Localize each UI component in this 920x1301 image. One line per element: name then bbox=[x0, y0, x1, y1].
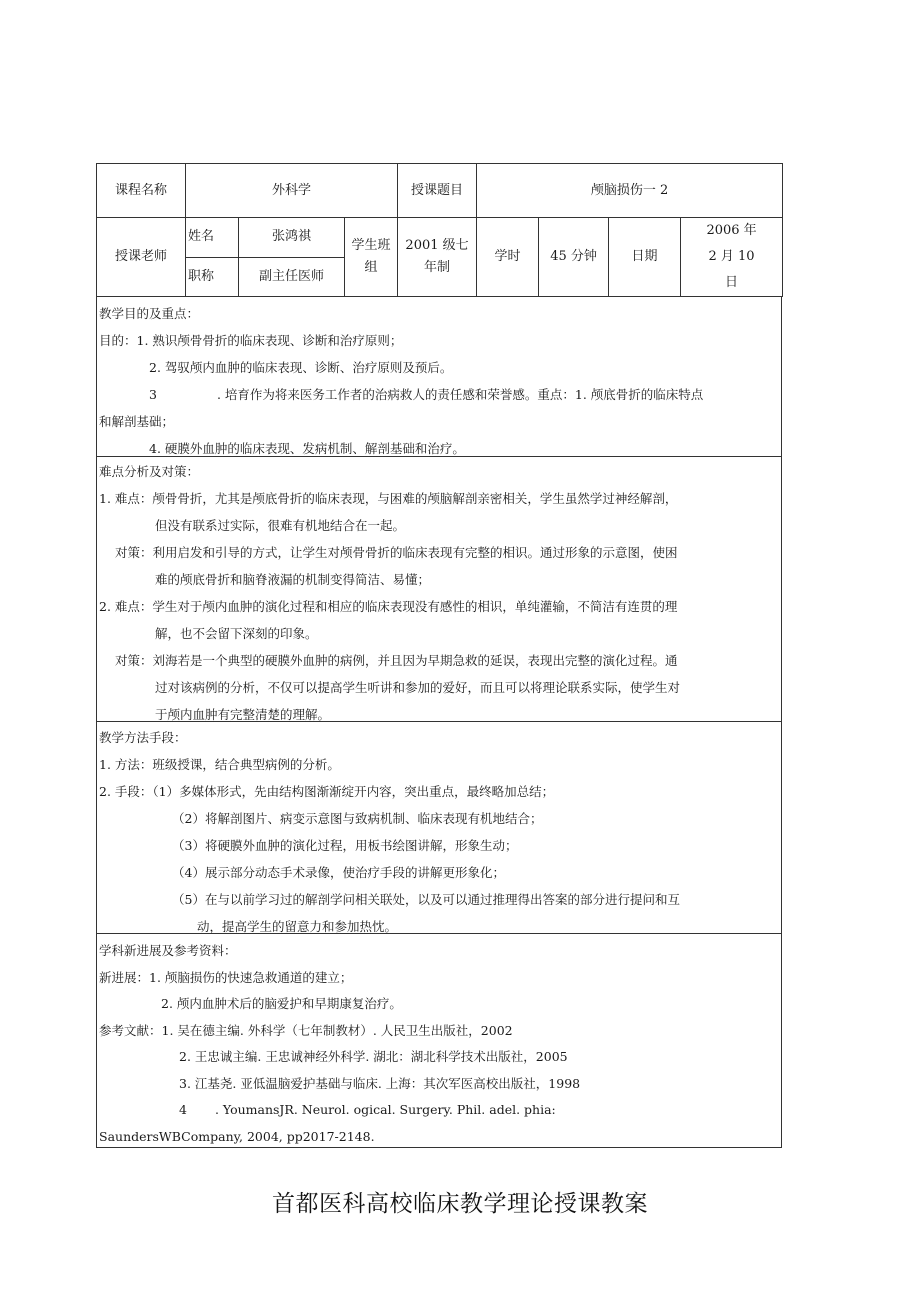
class-label: 学生班组 bbox=[345, 218, 398, 297]
class-value: 2001 级七年制 bbox=[398, 218, 477, 297]
rank-label: 职称 bbox=[186, 257, 239, 297]
name-value: 张鸿祺 bbox=[239, 218, 345, 258]
difficulty-line-3: 对策：利用启发和引导的方式，让学生对颅骨骨折的临床表现有完整的相识。通过形象的示意图，使困 bbox=[115, 545, 678, 560]
rank-value: 副主任医师 bbox=[239, 257, 345, 297]
references-title: 学科新进展及参考资料： bbox=[99, 943, 237, 958]
difficulty-line-5: 2. 难点：学生对于颅内血肿的演化过程和相应的临床表现没有感性的相识，单纯灌输，不简洁有连贯的理 bbox=[99, 599, 678, 614]
objectives-section bbox=[96, 297, 782, 457]
references-line-7: SaundersWBCompany, 2004, pp2017-2148. bbox=[99, 1128, 375, 1144]
footer-title: 首都医科高校临床教学理论授课教案 bbox=[272, 1191, 648, 1217]
objectives-line-2: 2. 驾驭颅内血肿的临床表现、诊断、治疗原则及预后。 bbox=[149, 360, 453, 375]
methods-line-4: （3）将硬膜外血肿的演化过程，用板书绘图讲解，形象生动； bbox=[172, 838, 518, 853]
difficulty-line-9: 于颅内血肿有完整清楚的理解。 bbox=[155, 707, 331, 722]
references-line-6-num: 4 bbox=[179, 1102, 187, 1117]
difficulty-line-2: 但没有联系过实际，很难有机地结合在一起。 bbox=[155, 518, 406, 533]
difficulty-title: 难点分析及对策： bbox=[99, 464, 200, 479]
topic-label: 授课题目 bbox=[398, 164, 477, 218]
objectives-line-4: 和解剖基础； bbox=[99, 414, 175, 429]
difficulty-line-1: 1. 难点：颅骨骨折，尤其是颅底骨折的临床表现，与困难的颅脑解剖亲密相关，学生虽然学过神经解剖， bbox=[99, 491, 678, 506]
methods-line-6: （5）在与以前学习过的解剖学问相关联处，以及可以通过推理得出答案的部分进行提问和互 bbox=[172, 892, 680, 907]
name-label: 姓名 bbox=[186, 218, 239, 258]
date-label: 日期 bbox=[609, 218, 681, 297]
methods-line-1: 1. 方法：班级授课，结合典型病例的分析。 bbox=[99, 757, 340, 772]
references-line-4: 2. 王忠诚主编. 王忠诚神经外科学. 湖北：湖北科学技术出版社，2005 bbox=[179, 1049, 568, 1064]
hours-value: 45 分钟 bbox=[539, 218, 609, 297]
objectives-line-3-num: 3 bbox=[149, 387, 157, 402]
objectives-line-5: 4. 硬膜外血肿的临床表现、发病机制、解剖基础和治疗。 bbox=[149, 441, 465, 456]
teacher-label: 授课老师 bbox=[97, 218, 186, 297]
references-line-5: 3. 江基尧. 亚低温脑爱护基础与临床. 上海：其次军医高校出版社，1998 bbox=[179, 1075, 581, 1091]
course-label: 课程名称 bbox=[97, 164, 186, 218]
difficulty-line-7: 对策：刘海若是一个典型的硬膜外血肿的病例，并且因为早期急救的延误，表现出完整的演化过程。通 bbox=[115, 653, 678, 668]
references-line-1: 新进展：1. 颅脑损伤的快速急救通道的建立； bbox=[99, 969, 353, 985]
references-section bbox=[96, 934, 782, 1148]
methods-line-5: （4）展示部分动态手术录像，使治疗手段的讲解更形象化； bbox=[172, 865, 505, 880]
hours-label: 学时 bbox=[477, 218, 539, 297]
difficulty-line-8: 过对该病例的分析，不仅可以提高学生听讲和参加的爱好，而且可以将理论联系实际，使学生对 bbox=[155, 680, 681, 695]
difficulty-section bbox=[96, 457, 782, 722]
methods-line-3: （2）将解剖图片、病变示意图与致病机制、临床表现有机地结合； bbox=[172, 811, 543, 826]
references-line-3: 参考文献：1. 吴在德主编. 外科学（七年制教材）. 人民卫生出版社，2002 bbox=[99, 1022, 513, 1038]
references-line-6 bbox=[97, 1097, 781, 1124]
lesson-plan-sheet bbox=[96, 163, 782, 1148]
objectives-line-3-text: . 培育作为将来医务工作者的治病救人的责任感和荣誉感。重点：1. 颅底骨折的临床特点 bbox=[216, 387, 704, 402]
methods-section bbox=[96, 722, 782, 934]
references-line-2: 2. 颅内血肿术后的脑爱护和早期康复治疗。 bbox=[161, 996, 402, 1011]
references-line-6-text: . YoumansJR. Neurol. ogical. Surgery. Phil. adel. phia: bbox=[214, 1102, 556, 1117]
objectives-line-1: 目的：1. 熟识颅骨骨折的临床表现、诊断和治疗原则； bbox=[99, 333, 403, 348]
difficulty-line-4: 难的颅底骨折和脑脊液漏的机制变得简洁、易懂； bbox=[155, 572, 431, 587]
difficulty-line-6: 解，也不会留下深刻的印象。 bbox=[155, 626, 318, 641]
methods-title: 教学方法手段： bbox=[99, 730, 187, 745]
course-value: 外科学 bbox=[186, 164, 398, 218]
header-table bbox=[96, 163, 783, 297]
objectives-line-3 bbox=[97, 381, 781, 408]
methods-line-7: 动，提高学生的留意力和参加热忱。 bbox=[197, 919, 398, 934]
topic-value: 颅脑损伤一 2 bbox=[477, 164, 783, 218]
methods-line-2: 2. 手段：（1）多媒体形式，先由结构图渐渐绽开内容，突出重点，最终略加总结； bbox=[99, 784, 555, 799]
date-value: 2006 年 2 月 10 日 bbox=[681, 218, 783, 297]
objectives-title: 教学目的及重点： bbox=[99, 306, 200, 321]
